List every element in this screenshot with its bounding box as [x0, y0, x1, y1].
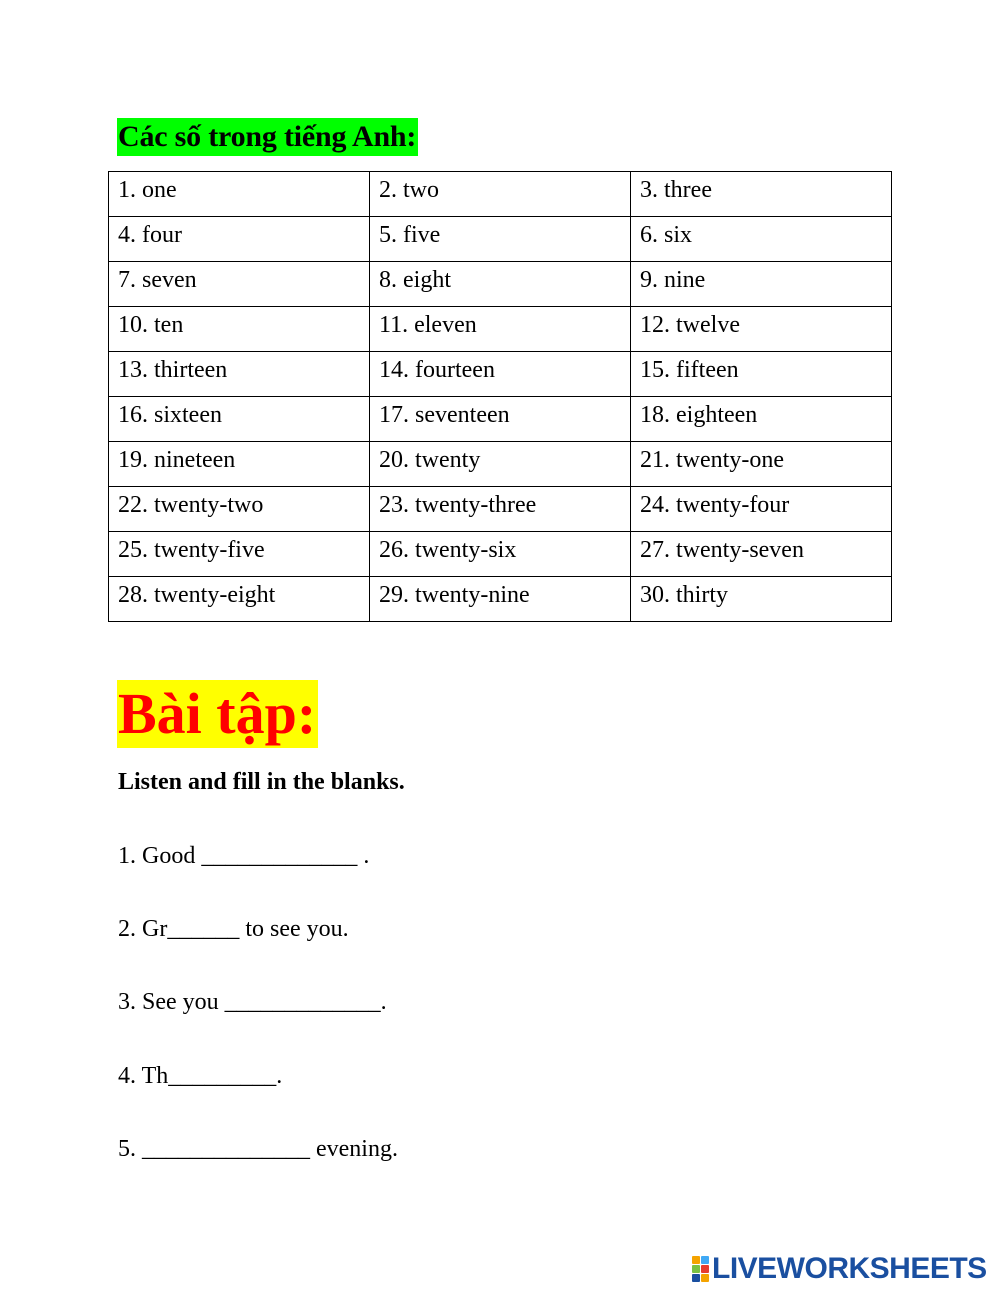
table-cell: 17. seventeen: [370, 397, 631, 442]
table-cell: 23. twenty-three: [370, 487, 631, 532]
table-row: [109, 352, 892, 397]
table-cell: 16. sixteen: [109, 397, 370, 442]
table-cell: 25. twenty-five: [109, 532, 370, 577]
table-cell: 7. seven: [109, 262, 370, 307]
logo-text: LIVEWORKSHEETS: [712, 1252, 987, 1285]
table-cell: 15. fifteen: [631, 352, 892, 397]
table-cell: 21. twenty-one: [631, 442, 892, 487]
table-cell: 9. nine: [631, 262, 892, 307]
table-cell: 8. eight: [370, 262, 631, 307]
table-cell: 18. eighteen: [631, 397, 892, 442]
table-cell: 6. six: [631, 217, 892, 262]
table-row: [109, 487, 892, 532]
table-cell: 26. twenty-six: [370, 532, 631, 577]
exercise-item[interactable]: 3. See you _____________.: [118, 989, 387, 1015]
table-row: [109, 577, 892, 622]
table-cell: 2. two: [370, 172, 631, 217]
table-cell: 30. thirty: [631, 577, 892, 622]
table-row: [109, 172, 892, 217]
table-cell: 29. twenty-nine: [370, 577, 631, 622]
table-cell: 20. twenty: [370, 442, 631, 487]
table-cell: 28. twenty-eight: [109, 577, 370, 622]
table-cell: 12. twelve: [631, 307, 892, 352]
table-cell: 24. twenty-four: [631, 487, 892, 532]
table-row: [109, 442, 892, 487]
table-cell: 5. five: [370, 217, 631, 262]
exercise-item[interactable]: 1. Good _____________ .: [118, 843, 370, 869]
logo-mark-icon: [692, 1256, 709, 1282]
table-cell: 14. fourteen: [370, 352, 631, 397]
exercise-item[interactable]: 5. ______________ evening.: [118, 1136, 398, 1162]
table-row: [109, 262, 892, 307]
table-row: [109, 307, 892, 352]
table-row: [109, 532, 892, 577]
liveworksheets-logo: [692, 1254, 987, 1284]
exercise-instruction: Listen and fill in the blanks.: [118, 769, 405, 795]
table-row: [109, 397, 892, 442]
table-cell: 19. nineteen: [109, 442, 370, 487]
exercise-item[interactable]: 2. Gr______ to see you.: [118, 916, 349, 942]
exercise-heading: Bài tập:: [118, 681, 317, 746]
exercise-item[interactable]: 4. Th_________.: [118, 1063, 283, 1089]
numbers-heading: Các số trong tiếng Anh:: [117, 118, 418, 156]
table-cell: 13. thirteen: [109, 352, 370, 397]
table-row: [109, 217, 892, 262]
table-cell: 10. ten: [109, 307, 370, 352]
table-cell: 11. eleven: [370, 307, 631, 352]
table-cell: 27. twenty-seven: [631, 532, 892, 577]
numbers-table: [108, 171, 892, 622]
table-cell: 4. four: [109, 217, 370, 262]
table-cell: 3. three: [631, 172, 892, 217]
table-cell: 1. one: [109, 172, 370, 217]
table-cell: 22. twenty-two: [109, 487, 370, 532]
